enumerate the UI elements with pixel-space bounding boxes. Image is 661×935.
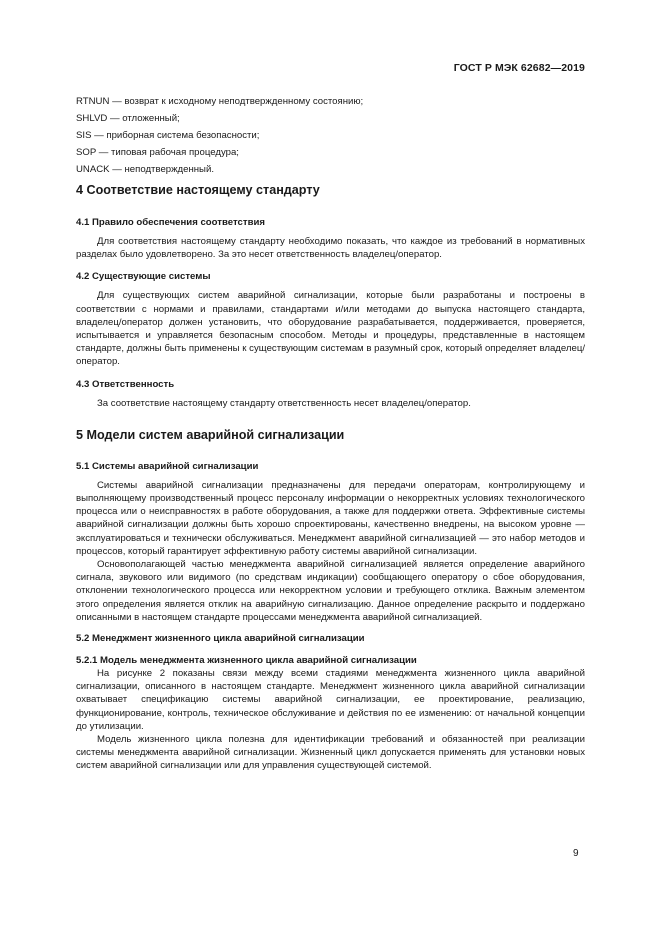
- list-item: SOP — типовая рабочая процедура;: [76, 147, 239, 158]
- abbreviation-list: [76, 93, 586, 178]
- section-5-2-1-title: 5.2.1 Модель менеджмента жизненного цикла аварийной сигнализации: [76, 655, 417, 667]
- section-5-1-title: 5.1 Системы аварийной сигнализации: [76, 460, 259, 472]
- section-5-2-1-paragraph-1: На рисунке 2 показаны связи между всеми стадиями менеджмента жизненного цикла аварийной сигнализации, описанного в настоящем стандарте. Менеджмент жизненного цикла аварийной сигнализации охватывает спецификацию системы аварийной сигнализации, ее проектирование, реализацию, функционирование, контроль, техническое обслуживание и действия по ее изменению: от начальной концепции до утилизации.: [76, 668, 585, 732]
- section-5-2-title: 5.2 Менеджмент жизненного цикла аварийной сигнализации: [76, 633, 365, 645]
- section-4-3-title: 4.3 Ответственность: [76, 378, 175, 390]
- section-4-2-title: 4.2 Существующие системы: [76, 271, 211, 283]
- list-item: SIS — приборная система безопасности;: [76, 130, 260, 141]
- section-4-3-text: За соответствие настоящему стандарту ответственность несет владелец/оператор.: [97, 397, 471, 409]
- section-4-1-title: 4.1 Правило обеспечения соответствия: [76, 217, 265, 228]
- document-header: ГОСТ Р МЭК 62682—2019: [453, 62, 585, 74]
- section-4-title: 4 Соответствие настоящему стандарту: [76, 183, 320, 197]
- section-4-1-text: Для соответствия настоящему стандарту необходимо показать, что каждое из требований в нормативных разделах было удовлетворено. За это несет ответственность владелец/оператор.: [76, 236, 585, 261]
- list-item: SHLVD — отложенный;: [76, 113, 180, 124]
- section-5-title: 5 Модели систем аварийной сигнализации: [76, 427, 345, 442]
- section-4-2-text: Для существующих систем аварийной сигнализации, которые были разработаны и построены в соответствии с нормами и правилами, стандартами и/или методами до выпуска настоящего стандарта, владелец/оператор должен установить, что оборудование разрабатывается, поддерживается, проверяется, испытывается и управляется безопасным способом. Методы и процедуры, представленные в настоящем стандарте, должны быть применены к существующим системам в разумный срок, который определяет владелец/оператор.: [76, 290, 585, 368]
- list-item: RTNUN — возврат к исходному неподтвержденному состоянию;: [76, 96, 364, 107]
- section-5-1-paragraph-2: Основополагающей частью менеджмента аварийной сигнализацией является определение аварийного сигнала, звукового или видимого (по средствам индикации) сообщающего оператору о сбое оборудования, отклонении технологического процесса или некорректном условии и требующего отклика. Важным элементом этого определения является отклик на аварийную сигнализацию. Данное определение раскрыто и поддержано описанными в настоящем стандарте процессами менеджмента аварийной сигнализацией.: [76, 559, 585, 623]
- list-item: UNACK — неподтвержденный.: [76, 164, 214, 175]
- section-5-2-1-paragraph-2: Модель жизненного цикла полезна для идентификации требований и обязанностей при реализации системы менеджмента аварийной сигнализации. Жизненный цикл допускается применять для установки новых систем аварийной сигнализации или для управления существующей системой.: [76, 734, 585, 772]
- main-content: [76, 182, 585, 773]
- page-number: 9: [573, 848, 579, 859]
- section-5-1-paragraph-1: Системы аварийной сигнализации предназначены для передачи операторам, контролирующему и выполняющему производственный процесс персоналу информации о некорректных условиях технологического процесса или о неисправностях в работе оборудования, а также для поддержки ответа. Эффективные системы аварийной сигнализации должны быть хорошо спроектированы, качественно внедрены, на высоком уровне — эксплуатироваться и технически обслуживаться. Менеджмент аварийной сигнализацией — это набор методов и процессов, который гарантирует эффективную работу системы аварийной сигнализации.: [76, 479, 585, 557]
